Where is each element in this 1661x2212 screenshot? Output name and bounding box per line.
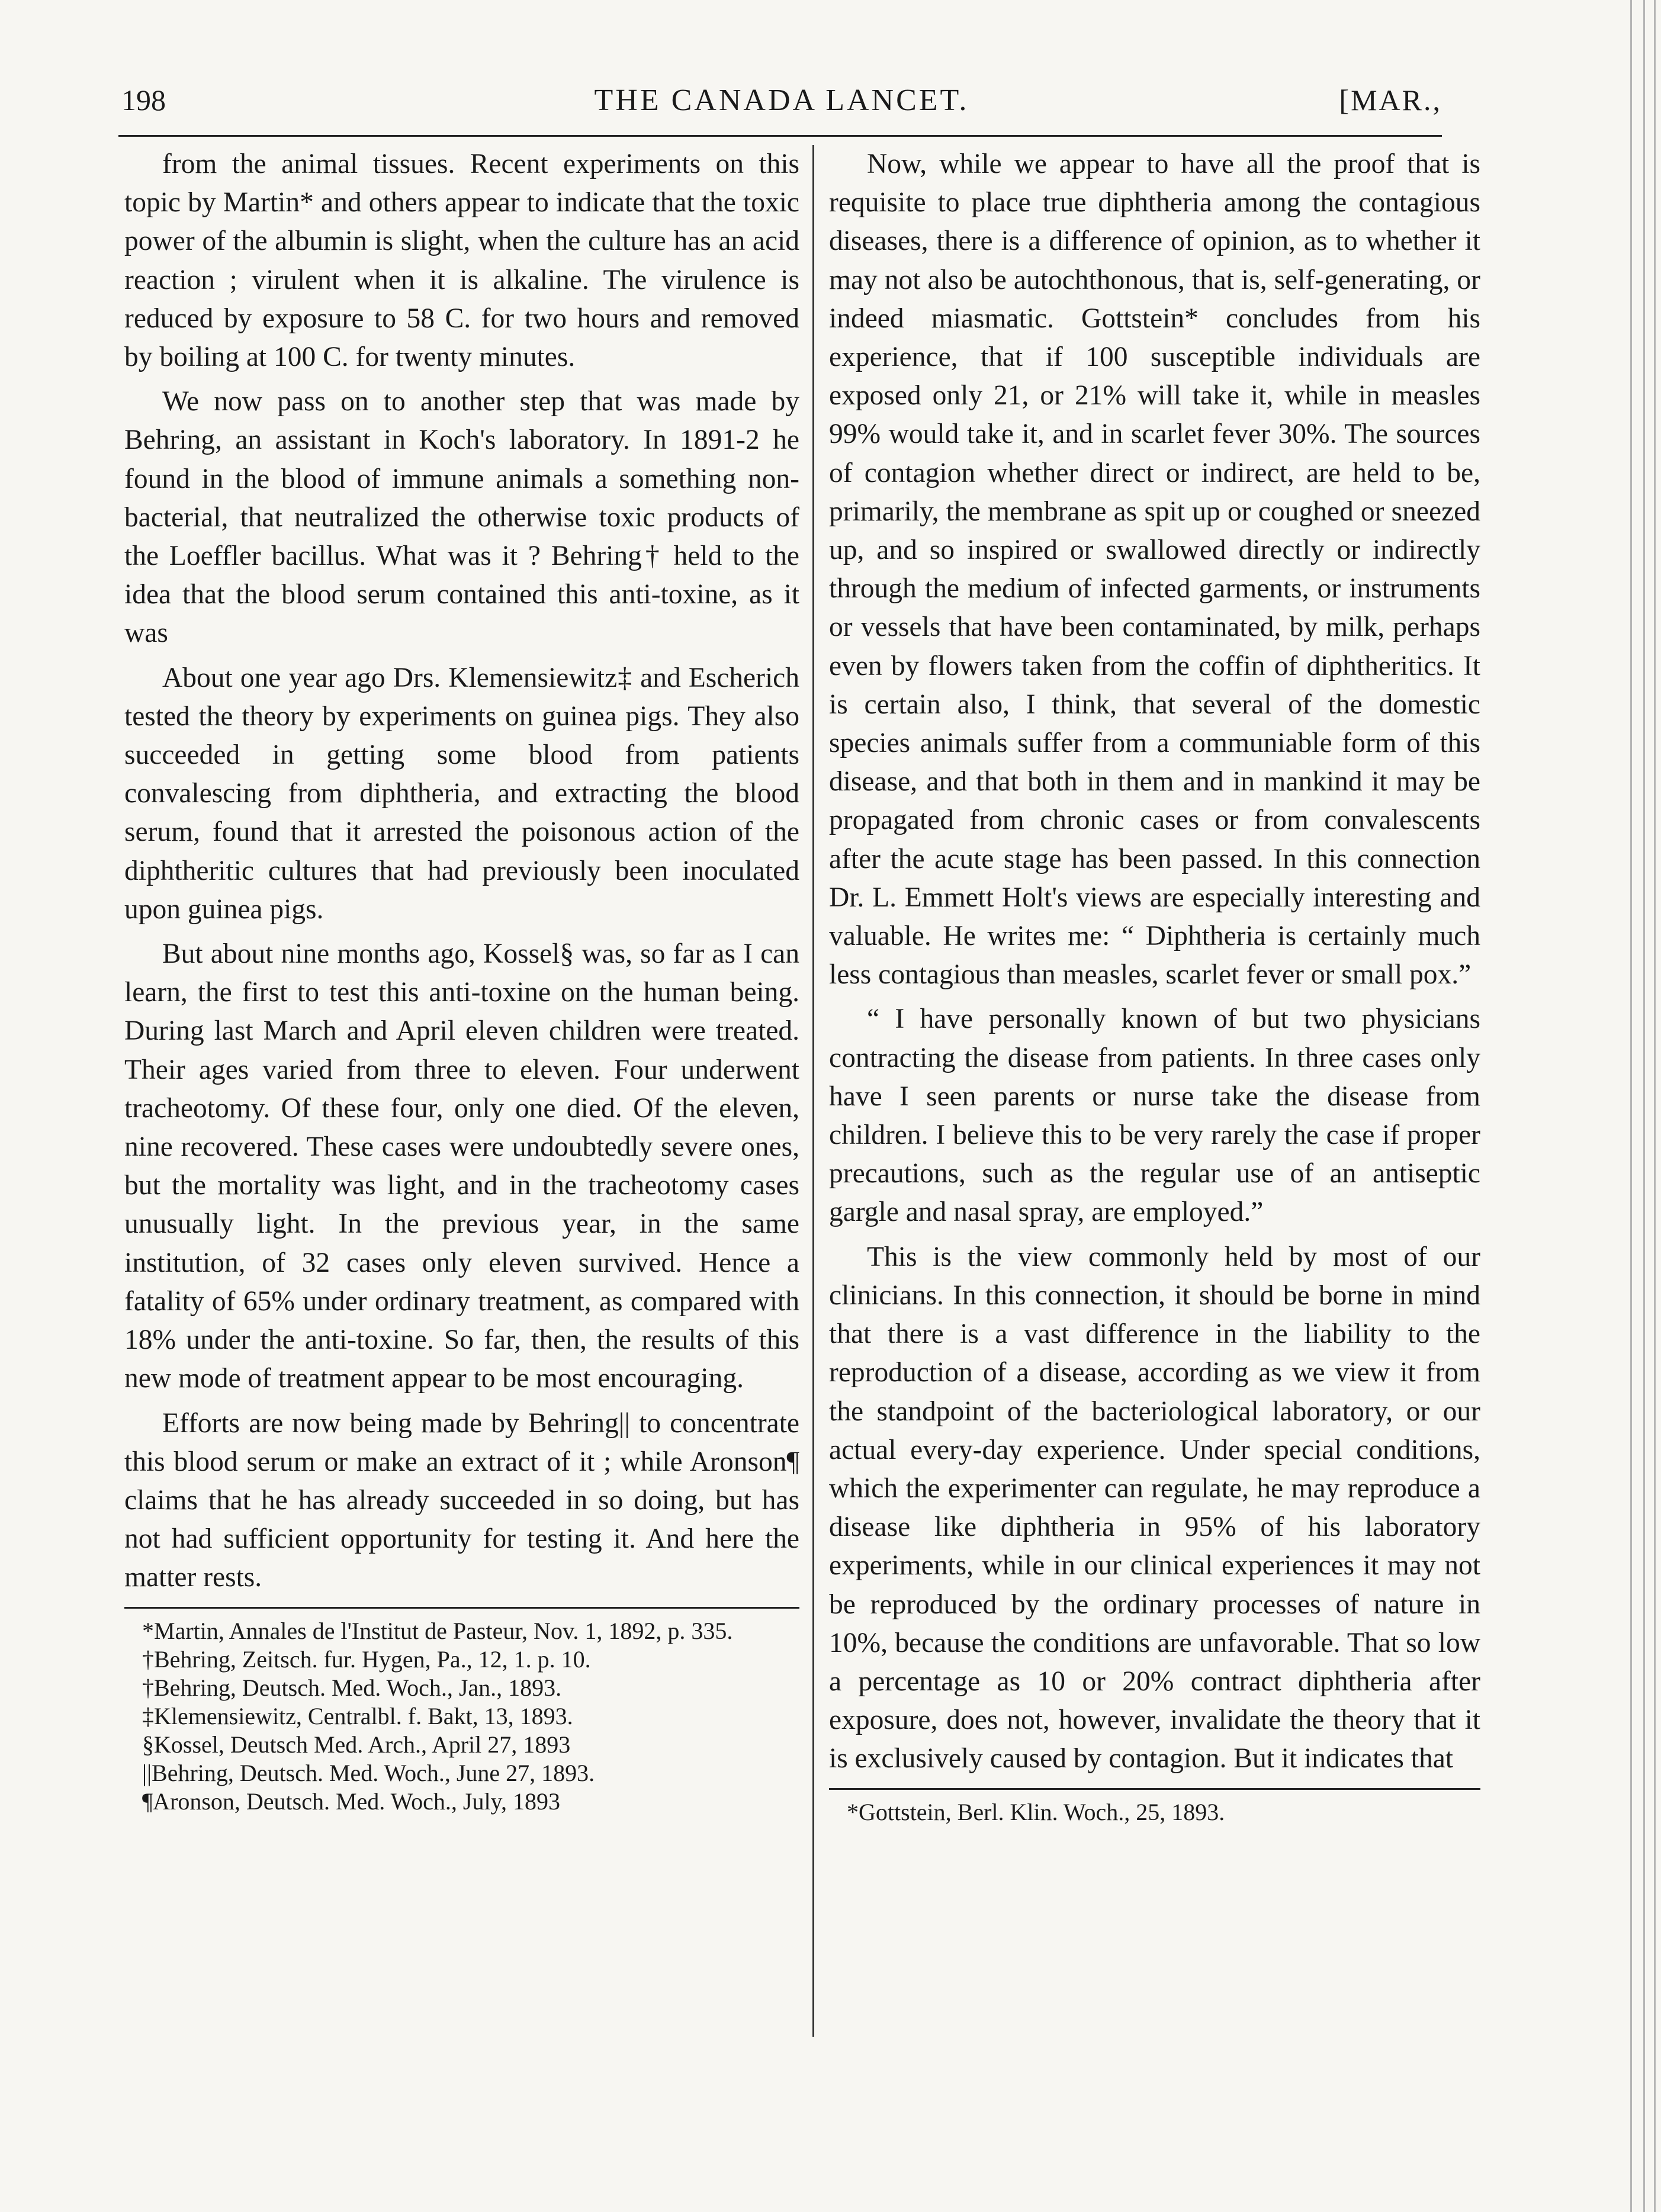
journal-title: THE CANADA LANCET. xyxy=(594,83,969,117)
paragraph: About one year ago Drs. Klemensiewitz‡ and Escherich tested the theory by experiments on guinea pigs. They also succeeded in getting some blood from patients convalescing from diphtheria, and extracting the blood serum, found that it arrested the poisonous action of the diphtheritic cultures that had previously been inoculated upon guinea pigs. xyxy=(124,662,799,925)
scan-line xyxy=(1630,0,1632,2212)
running-head xyxy=(121,83,1442,130)
footnote: ‡Klemensiewitz, Centralbl. f. Bakt, 13, 1893. xyxy=(142,1702,573,1729)
paragraph: Now, while we appear to have all the proof that is requisite to place true diphtheria among the contagious diseases, there is a difference of opinion, as to whether it may not also be autochthonous, that is, self-generating, or indeed miasmatic. Gottstein* concludes from his experience, that if 100 susceptible individuals are exposed only 21, or 21% will take it, while in measles 99% would take it, and in scarlet fever 30%. The sources of contagion whether direct or indirect, are held to be, primarily, the membrane as spit up or coughed or sneezed up, and so inspired or swallowed directly or indirectly through the medium of infected garments, or instruments or vessels that have been contaminated, by milk, perhaps even by flowers taken from the coffin of diphtheritics. It is certain also, I think, that several of the domestic species animals suffer from a communiable form of this disease, and that both in them and in mankind it may be propagated from chronic cases or from convalescents after the acute stage has been passed. In this connection Dr. L. Emmett Holt's views are especially interesting and valuable. He writes me: “ Diphtheria is certainly much less contagious than measles, scarlet fever or small pox.” xyxy=(829,149,1480,991)
page-number: 198 xyxy=(121,83,166,117)
paragraph: We now pass on to another step that was made by Behring, an assistant in Koch's laboratory. In 1891-2 he found in the blood of immune animals a something non-bacterial, that neutralized the otherwise toxic products of the Loeffler bacillus. What was it ? Behring† held to the idea that the blood serum contained this anti-toxine, as it was xyxy=(124,386,799,649)
issue-month: [MAR., xyxy=(1339,83,1442,117)
paragraph: But about nine months ago, Kossel§ was, so far as I can learn, the first to test this anti-toxine on the human being. During last March and April eleven children were treated. Their ages varied from three to eleven. Four underwent tracheotomy. Of these four, only one died. Of the eleven, nine recovered. These cases were undoubtedly severe ones, but the mortality was light, and in the tracheotomy cases unusually light. In the previous year, in the same institution, of 32 cases only eleven survived. Hence a fatality of 65% under ordinary treatment, as compared with 18% under the anti-toxine. So far, then, the results of this new mode of treatment appear to be most encouraging. xyxy=(124,938,799,1394)
column-divider xyxy=(812,145,814,2037)
scan-line xyxy=(1654,0,1656,2212)
left-column xyxy=(124,145,799,1816)
footnotes-right xyxy=(829,1798,1480,1827)
footnote: †Behring, Deutsch. Med. Woch., Jan., 1893. xyxy=(142,1674,562,1701)
footnote-rule xyxy=(124,1607,799,1609)
paragraph: This is the view commonly held by most of our clinicians. In this connection, it should be borne in mind that there is a vast difference in the liability to the reproduction of a disease, according as we view it from the standpoint of the bacteriological laboratory, or our actual every-day experience. Under special conditions, which the experimenter can regulate, he may reproduce a disease like diphtheria in 95% of his laboratory experiments, while in our clinical experiences it may not be reproduced by the ordinary processes of nature in 10%, because the conditions are unfavorable. That so low a percentage as 10 or 20% contract diphtheria after exposure, does not, however, invalidate the theory that it is exclusively caused by contagion. But it indicates that xyxy=(829,1241,1480,1774)
footnote: §Kossel, Deutsch Med. Arch., April 27, 1893 xyxy=(142,1731,571,1758)
paragraph: Efforts are now being made by Behring|| to concentrate this blood serum or make an extract of it ; while Aronson¶ claims that he has already succeeded in so doing, but has not had sufficient opportunity for testing it. And here the matter rests. xyxy=(124,1407,799,1593)
footnote: *Martin, Annales de l'Institut de Pasteur, Nov. 1, 1892, p. 335. xyxy=(142,1617,733,1644)
scan-edge-marks xyxy=(1625,0,1661,2212)
header-rule xyxy=(118,135,1442,137)
right-column xyxy=(829,145,1480,1827)
footnotes-left xyxy=(124,1617,799,1816)
footnote-rule xyxy=(829,1788,1480,1790)
footnote: ||Behring, Deutsch. Med. Woch., June 27, 1893. xyxy=(142,1759,595,1786)
footnote: *Gottstein, Berl. Klin. Woch., 25, 1893. xyxy=(847,1798,1225,1825)
footnote: ¶Aronson, Deutsch. Med. Woch., July, 1893 xyxy=(142,1787,560,1815)
paragraph: “ I have personally known of but two physicians contracting the disease from patients. In three cases only have I seen parents or nurse take the disease from children. I believe this to be very rarely the case if proper precautions, such as the regular use of an antiseptic gargle and nasal spray, are employed.” xyxy=(829,1004,1480,1228)
paragraph: from the animal tissues. Recent experiments on this topic by Martin* and others appear to indicate that the toxic power of the albumin is slight, when the culture has an acid reaction ; virulent when it is alkaline. The virulence is reduced by exposure to 58 C. for two hours and removed by boiling at 100 C. for twenty minutes. xyxy=(124,149,799,373)
scan-line xyxy=(1643,0,1645,2212)
footnote: †Behring, Zeitsch. fur. Hygen, Pa., 12, 1. p. 10. xyxy=(142,1645,591,1673)
